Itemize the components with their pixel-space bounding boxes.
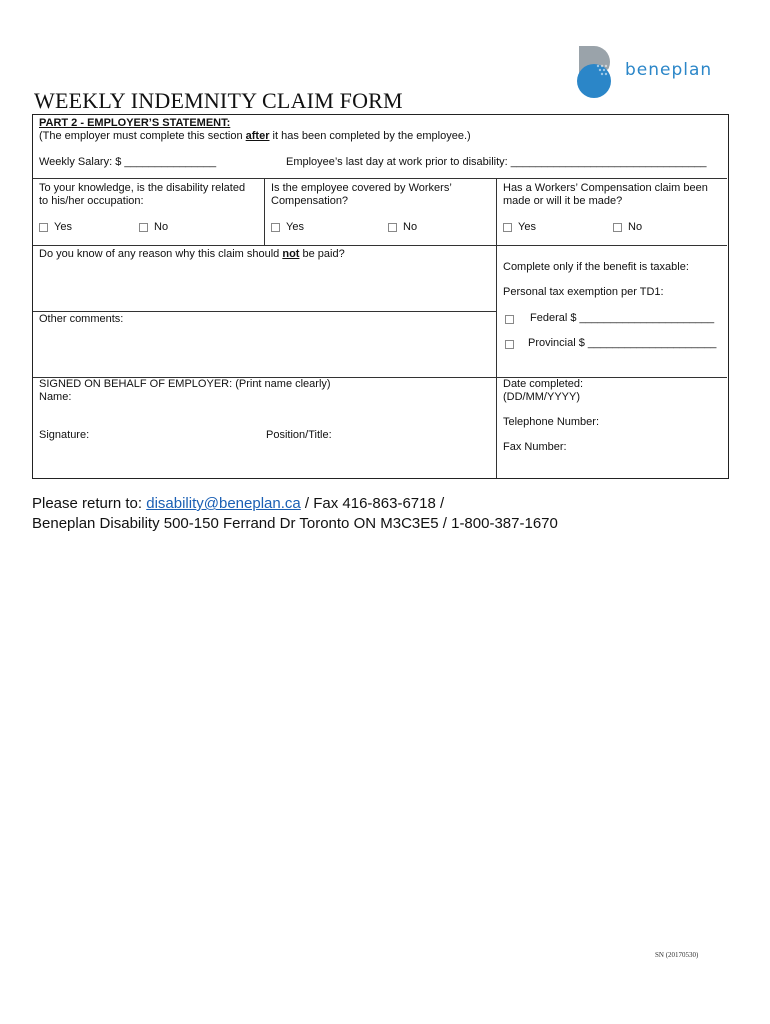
- date-format-hint: (DD/MM/YYYY): [503, 391, 580, 403]
- divider: [33, 245, 727, 246]
- question-workers-comp-line1: Is the employee covered by Workers’: [271, 182, 452, 194]
- question-workers-comp-line2: Compensation?: [271, 195, 349, 207]
- federal-field[interactable]: Federal $ ______________________: [530, 312, 715, 324]
- divider: [264, 178, 265, 245]
- question-claim-made-line2: made or will it be made?: [503, 195, 623, 207]
- occupation-yes-option[interactable]: Yes: [39, 221, 72, 234]
- occupation-no-option[interactable]: No: [139, 221, 168, 234]
- workers-comp-yes-option[interactable]: Yes: [271, 221, 304, 234]
- checkbox[interactable]: [271, 223, 280, 232]
- federal-checkbox[interactable]: [505, 315, 514, 324]
- divider: [33, 178, 727, 179]
- question-occupation-line2: to his/her occupation:: [39, 195, 144, 207]
- tax-exemption-label: Personal tax exemption per TD1:: [503, 286, 664, 298]
- last-day-field[interactable]: Employee’s last day at work prior to disability: ________________________________: [286, 156, 707, 168]
- question-occupation-line1: To your knowledge, is the disability related: [39, 182, 246, 194]
- provincial-field[interactable]: Provincial $ _____________________: [528, 337, 717, 349]
- employer-statement-form: [32, 114, 729, 479]
- return-instructions: [32, 494, 558, 534]
- taxable-note: Complete only if the benefit is taxable:: [503, 261, 689, 273]
- return-line-1: Please return to: disability@beneplan.ca / Fax 416-863-6718 /: [32, 495, 445, 512]
- part2-instruction: (The employer must complete this section after it has been completed by the employee.): [39, 130, 471, 142]
- checkbox[interactable]: [613, 223, 622, 232]
- weekly-salary-field[interactable]: Weekly Salary: $ _______________: [39, 156, 217, 168]
- signature-field[interactable]: Signature:: [39, 429, 90, 441]
- logo-text: beneplan: [625, 60, 713, 80]
- question-claim-made-line1: Has a Workers’ Compensation claim been: [503, 182, 708, 194]
- position-title-field[interactable]: Position/Title:: [266, 429, 332, 441]
- checkbox[interactable]: [503, 223, 512, 232]
- form-title: WEEKLY INDEMNITY CLAIM FORM: [34, 88, 403, 113]
- checkbox[interactable]: [39, 223, 48, 232]
- email-link[interactable]: disability@beneplan.ca: [146, 495, 301, 512]
- beneplan-logo-mark: [576, 44, 620, 100]
- reason-question[interactable]: Do you know of any reason why this claim should not be paid?: [39, 248, 345, 260]
- name-field[interactable]: Name:: [39, 391, 72, 403]
- beneplan-logo: [576, 44, 716, 100]
- divider: [496, 178, 497, 478]
- form-code: SN (20170530): [655, 951, 699, 959]
- fax-field[interactable]: Fax Number:: [503, 441, 567, 453]
- other-comments-label[interactable]: Other comments:: [39, 313, 124, 325]
- workers-comp-no-option[interactable]: No: [388, 221, 417, 234]
- checkbox[interactable]: [388, 223, 397, 232]
- part2-heading: PART 2 - EMPLOYER’S STATEMENT:: [39, 117, 231, 129]
- date-completed-field[interactable]: Date completed:: [503, 378, 584, 390]
- claim-made-no-option[interactable]: No: [613, 221, 642, 234]
- divider: [33, 311, 496, 312]
- checkbox[interactable]: [139, 223, 148, 232]
- telephone-field[interactable]: Telephone Number:: [503, 416, 600, 428]
- claim-made-yes-option[interactable]: Yes: [503, 221, 536, 234]
- signed-heading: SIGNED ON BEHALF OF EMPLOYER: (Print name clearly): [39, 378, 331, 390]
- return-address: Beneplan Disability 500-150 Ferrand Dr Toronto ON M3C3E5 / 1-800-387-1670: [32, 515, 558, 532]
- provincial-checkbox[interactable]: [505, 340, 514, 349]
